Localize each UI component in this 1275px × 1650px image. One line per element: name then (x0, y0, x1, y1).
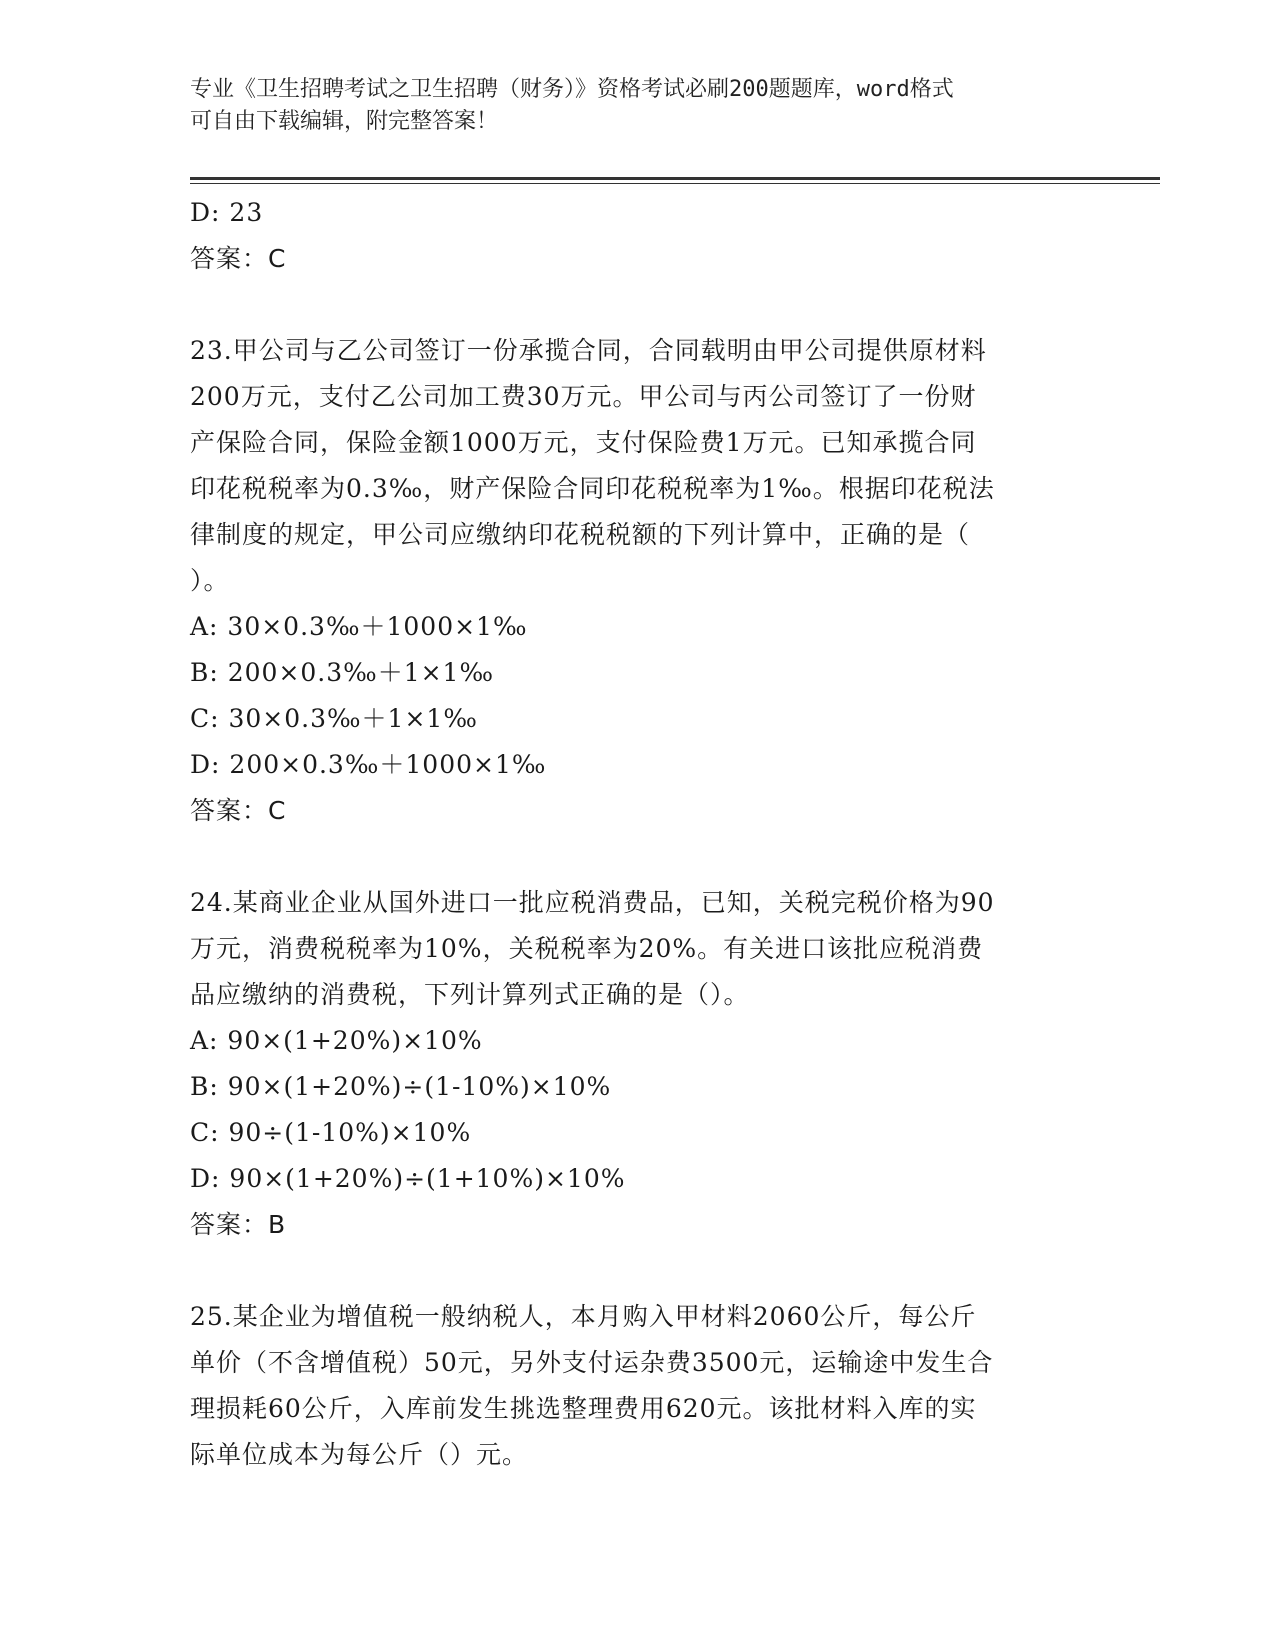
spacer (190, 834, 1090, 880)
question-content (190, 190, 1090, 1478)
prev-option-d: D: 23 (190, 198, 264, 227)
header-title-line-2: 可自由下载编辑，附完整答案！ (190, 109, 499, 134)
option-d: D: 200×0.3‰＋1000×1‰ (190, 750, 547, 779)
answer-label: 答案：B (190, 1210, 287, 1239)
question-text-line: 际单位成本为每公斤（）元。 (190, 1440, 529, 1469)
option-a: A: 30×0.3‰＋1000×1‰ (190, 612, 528, 641)
option-c: C: 90÷(1-10%)×10% (190, 1118, 472, 1147)
question-text-line: 产保险合同，保险金额1000万元，支付保险费1万元。已知承揽合同 (190, 428, 977, 457)
question-text-line: 理损耗60公斤，入库前发生挑选整理费用620元。该批材料入库的实 (190, 1394, 977, 1423)
question-text-line: 200万元，支付乙公司加工费30万元。甲公司与丙公司签订了一份财 (190, 382, 977, 411)
option-b: B: 90×(1+20%)÷(1-10%)×10% (190, 1072, 612, 1101)
page-header (190, 74, 1090, 138)
header-divider-thin (190, 183, 1160, 184)
question-25 (190, 1294, 1090, 1478)
answer-label: 答案：C (190, 796, 287, 825)
option-d: D: 90×(1+20%)÷(1+10%)×10% (190, 1164, 626, 1193)
spacer (190, 1248, 1090, 1294)
spacer (190, 282, 1090, 328)
question-23 (190, 328, 1090, 834)
question-text-line: 25.某企业为增值税一般纳税人，本月购入甲材料2060公斤，每公斤 (190, 1302, 977, 1331)
prev-answer: 答案：C (190, 244, 287, 273)
question-text-line: 品应缴纳的消费税，下列计算列式正确的是（）。 (190, 980, 750, 1009)
question-text-line: 万元，消费税税率为10%，关税税率为20%。有关进口该批应税消费 (190, 934, 984, 963)
question-text-line: 24.某商业企业从国外进口一批应税消费品，已知，关税完税价格为90 (190, 888, 995, 917)
question-24 (190, 880, 1090, 1248)
question-text-line: 23.甲公司与乙公司签订一份承揽合同，合同载明由甲公司提供原材料 (190, 336, 987, 365)
question-text-line: 律制度的规定，甲公司应缴纳印花税税额的下列计算中，正确的是（ (190, 520, 971, 549)
option-a: A: 90×(1+20%)×10% (190, 1026, 483, 1055)
question-text-line: 单价（不含增值税）50元，另外支付运杂费3500元，运输途中发生合 (190, 1348, 994, 1377)
header-title-line-1: 专业《卫生招聘考试之卫生招聘（财务）》资格考试必刷200题题库，word格式 (190, 77, 954, 102)
option-c: C: 30×0.3‰＋1×1‰ (190, 704, 478, 733)
question-text-line: 印花税税率为0.3‰，财产保险合同印花税税率为1‰。根据印花税法 (190, 474, 995, 503)
header-divider-thick (190, 177, 1160, 180)
option-b: B: 200×0.3‰＋1×1‰ (190, 658, 495, 687)
question-text-line: ）。 (190, 566, 230, 595)
